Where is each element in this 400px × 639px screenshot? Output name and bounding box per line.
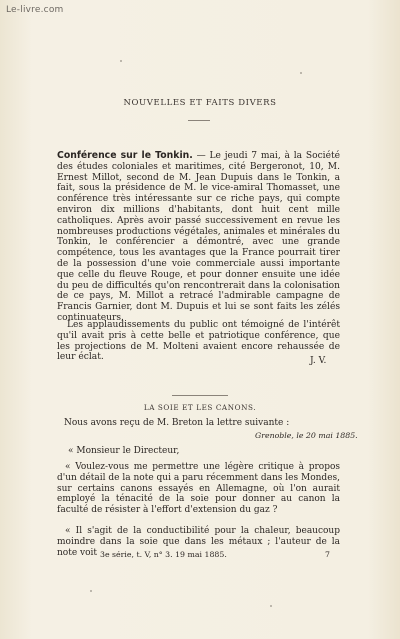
footer-series: 3e série, t. V, n° 3. 19 mai 1885. <box>100 550 227 559</box>
divider-short <box>188 120 210 121</box>
article2-title: LA SOIE ET LES CANONS. <box>143 403 257 412</box>
footer-page-number: 7 <box>325 550 330 559</box>
article-signature: J. V. <box>310 356 327 366</box>
paper-speck <box>90 590 92 592</box>
watermark: Le-livre.com <box>6 5 64 15</box>
place-date: Grenoble, le 20 mai 1885. <box>255 431 358 440</box>
paper-speck <box>120 60 122 62</box>
article-lead: Conférence sur le Tonkin. <box>57 150 193 161</box>
paper-speck <box>270 605 272 607</box>
received-line: Nous avons reçu de M. Breton la lettre suivante : <box>64 418 290 428</box>
article-paragraph-2: Les applaudissements du public ont témoigné de l'intérêt qu'il avait pris à cette belle et patriotique conférence, que les projections de M. Molteni avaient encore rehaussée de leur éclat. <box>57 320 340 363</box>
section-title: NOUVELLES ET FAITS DIVERS <box>123 98 277 108</box>
article-paragraph <box>57 151 340 324</box>
article-text: — Le jeudi 7 mai, à la Société des études coloniales et maritimes, cité Bergeronot, 10, M. Ernest Millot, second de M. Jean Dupuis dans le Tonkin, a fait, sous la présidence de M. le vice-amiral Thomasset, une conférence très intéressante sur ce riche pays, qui compte environ dix millions d'habitants, dont huit cent mille catholiques. Après avoir passé successivement en revue les nombreuses productions végétales, animales et minérales du Tonkin, le conférencier a démontré, avec une grande compétence, tous les avantages que la France pourrait tirer de la possession d'une voie commerciale aussi importante que celle du fleuve Rouge, et pour donner ensuite une idée du peu de difficultés qu'on rencontrerait dans la colonisation de ce pays, M. Millot a retracé l'admirable campagne de Francis Garnier, dont M. Dupuis et lui se sont faits les zélés continuateurs. <box>57 151 341 323</box>
divider-mid <box>172 395 228 396</box>
letter-paragraph-2: « Il s'agit de la conductibilité pour la chaleur, beaucoup moindre dans la soie que dans les métaux ; l'auteur de la note voit <box>57 526 340 558</box>
salutation: « Monsieur le Directeur, <box>68 446 180 456</box>
letter-paragraph-1: « Voulez-vous me permettre une légère critique à propos d'un détail de la note qui a paru récemment dans les Mondes, sur certains canons essayés en Allemagne, où l'on aurait employé la ténacité de la soie pour donner au canon la faculté de résister à l'effort d'extension du gaz ? <box>57 462 340 516</box>
paper-speck <box>300 72 302 74</box>
